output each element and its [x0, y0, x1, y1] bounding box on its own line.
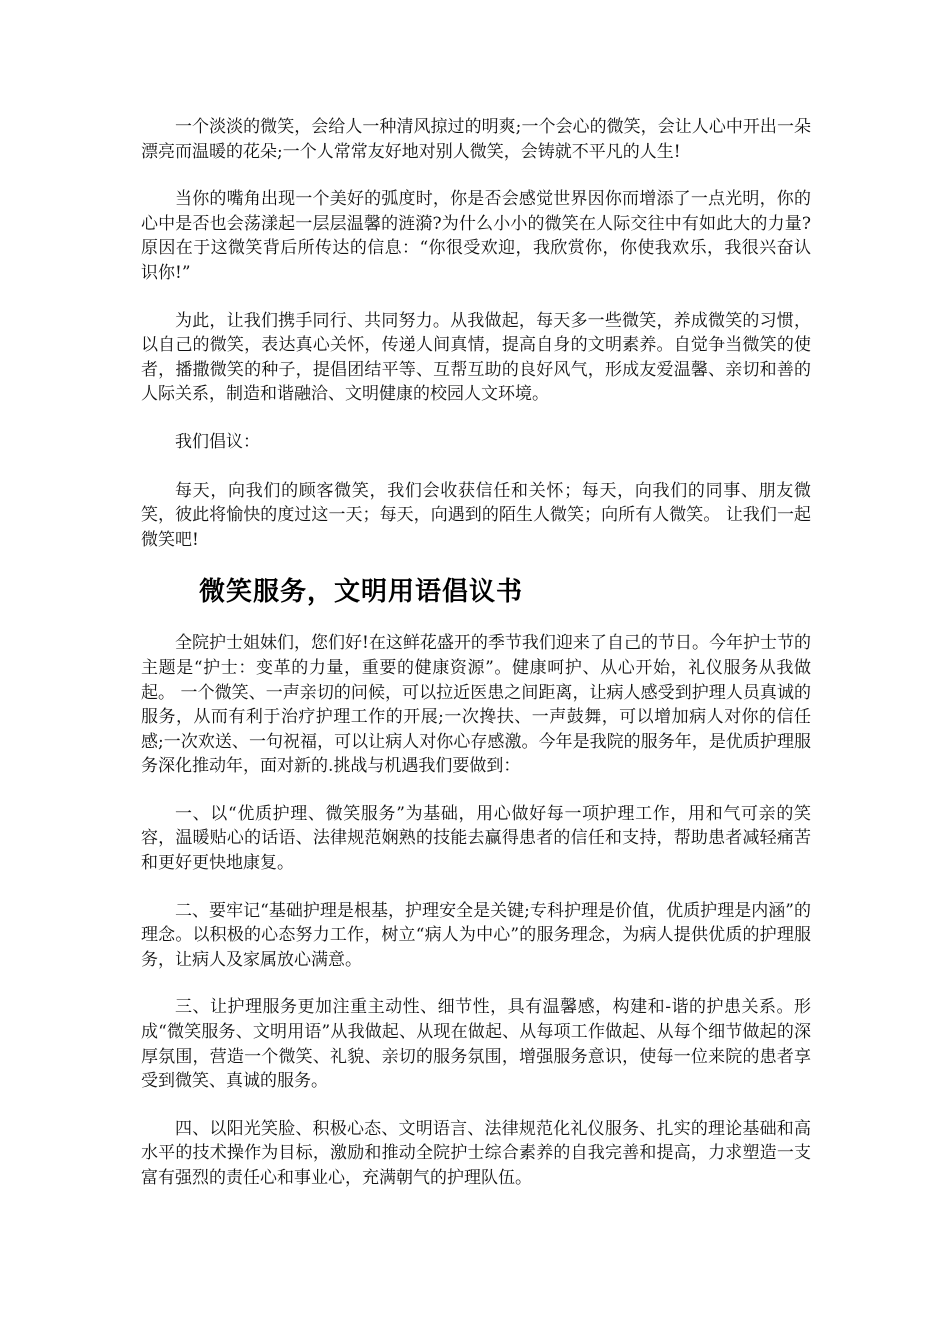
intro-paragraph-3: 为此，让我们携手同行、共同努力。从我做起，每天多一些微笑，养成微笑的习惯，以自己的微笑，表达真心关怀，传递人间真情，提高自身的文明素养。自觉争当微笑的使者，播撒微笑的种子，提倡团结平等、互帮互助的良好风气，形成友爱温馨、亲切和善的人际关系，制造和谐融洽、文明健康的校园人文环境。	[141, 310, 811, 405]
intro-paragraph-1: 一个淡淡的微笑，会给人一种清风掠过的明爽;一个会心的微笑，会让人心中开出一朵漂亮而温暖的花朵;一个人常常友好地对别人微笑，会铸就不平凡的人生!	[141, 117, 811, 162]
section-paragraph-4: 三、让护理服务更加注重主动性、细节性，具有温馨感，构建和-谐的护患关系。形成“微笑服务、文明用语”从我做起、从现在做起、从每项工作做起、从每个细节做起的深厚氛围，营造一个微笑、礼貌、亲切的服务氛围，增强服务意识，使每一位来院的患者享受到微笑、真诚的服务。	[141, 997, 811, 1092]
section-paragraph-3: 二、要牢记“基础护理是根基，护理安全是关键;专科护理是价值，优质护理是内涵”的理念。以积极的心态努力工作，树立“病人为中心”的服务理念，为病人提供优质的护理服务，让病人及家属放心满意。	[141, 900, 811, 970]
section-paragraph-1: 全院护士姐妹们，您们好!在这鲜花盛开的季节我们迎来了自己的节日。今年护士节的主题是“护士：变革的力量，重要的健康资源”。健康呵护、从心开始，礼仪服务从我做起。 一个微笑、一声亲切的问候，可以拉近医患之间距离，让病人感受到护理人员真诚的服务，从而有利于治疗护理工作的开展;一次搀扶、一声鼓舞，可以增加病人对你的信任感;一次欢送、一句祝福，可以让病人对你心存感激。今年是我院的服务年，是优质护理服务深化推动年，面对新的.挑战与机遇我们要做到：	[141, 633, 811, 777]
intro-paragraph-5: 每天，向我们的顾客微笑，我们会收获信任和关怀；每天，向我们的同事、朋友微笑，彼此将愉快的度过这一天；每天，向遇到的陌生人微笑；向所有人微笑。 让我们一起微笑吧!	[141, 480, 811, 550]
intro-paragraph-4: 我们倡议：	[175, 431, 260, 452]
intro-paragraph-2: 当你的嘴角出现一个美好的弧度时，你是否会感觉世界因你而增添了一点光明，你的心中是否也会荡漾起一层层温馨的涟漪?为什么小小的微笑在人际交往中有如此大的力量?原因在于这微笑背后所传达的信息：“你很受欢迎，我欣赏你，你使我欢乐，我很兴奋认识你!”	[141, 189, 811, 283]
document-body	[141, 115, 811, 1214]
section-paragraph-5: 四、以阳光笑脸、积极心态、文明语言、法律规范化礼仪服务、扎实的理论基础和高水平的技术操作为目标，激励和推动全院护士综合素养的自我完善和提高，力求塑造一支富有强烈的责任心和事业心，充满朝气的护理队伍。	[141, 1118, 811, 1188]
section-paragraph-2: 一、以“优质护理、微笑服务”为基础，用心做好每一项护理工作，用和气可亲的笑容，温暖贴心的话语、法律规范娴熟的技能去赢得患者的信任和支持，帮助患者减轻痛苦和更好更快地康复。	[141, 803, 811, 874]
section-title: 微笑服务，文明用语倡议书	[199, 577, 524, 608]
